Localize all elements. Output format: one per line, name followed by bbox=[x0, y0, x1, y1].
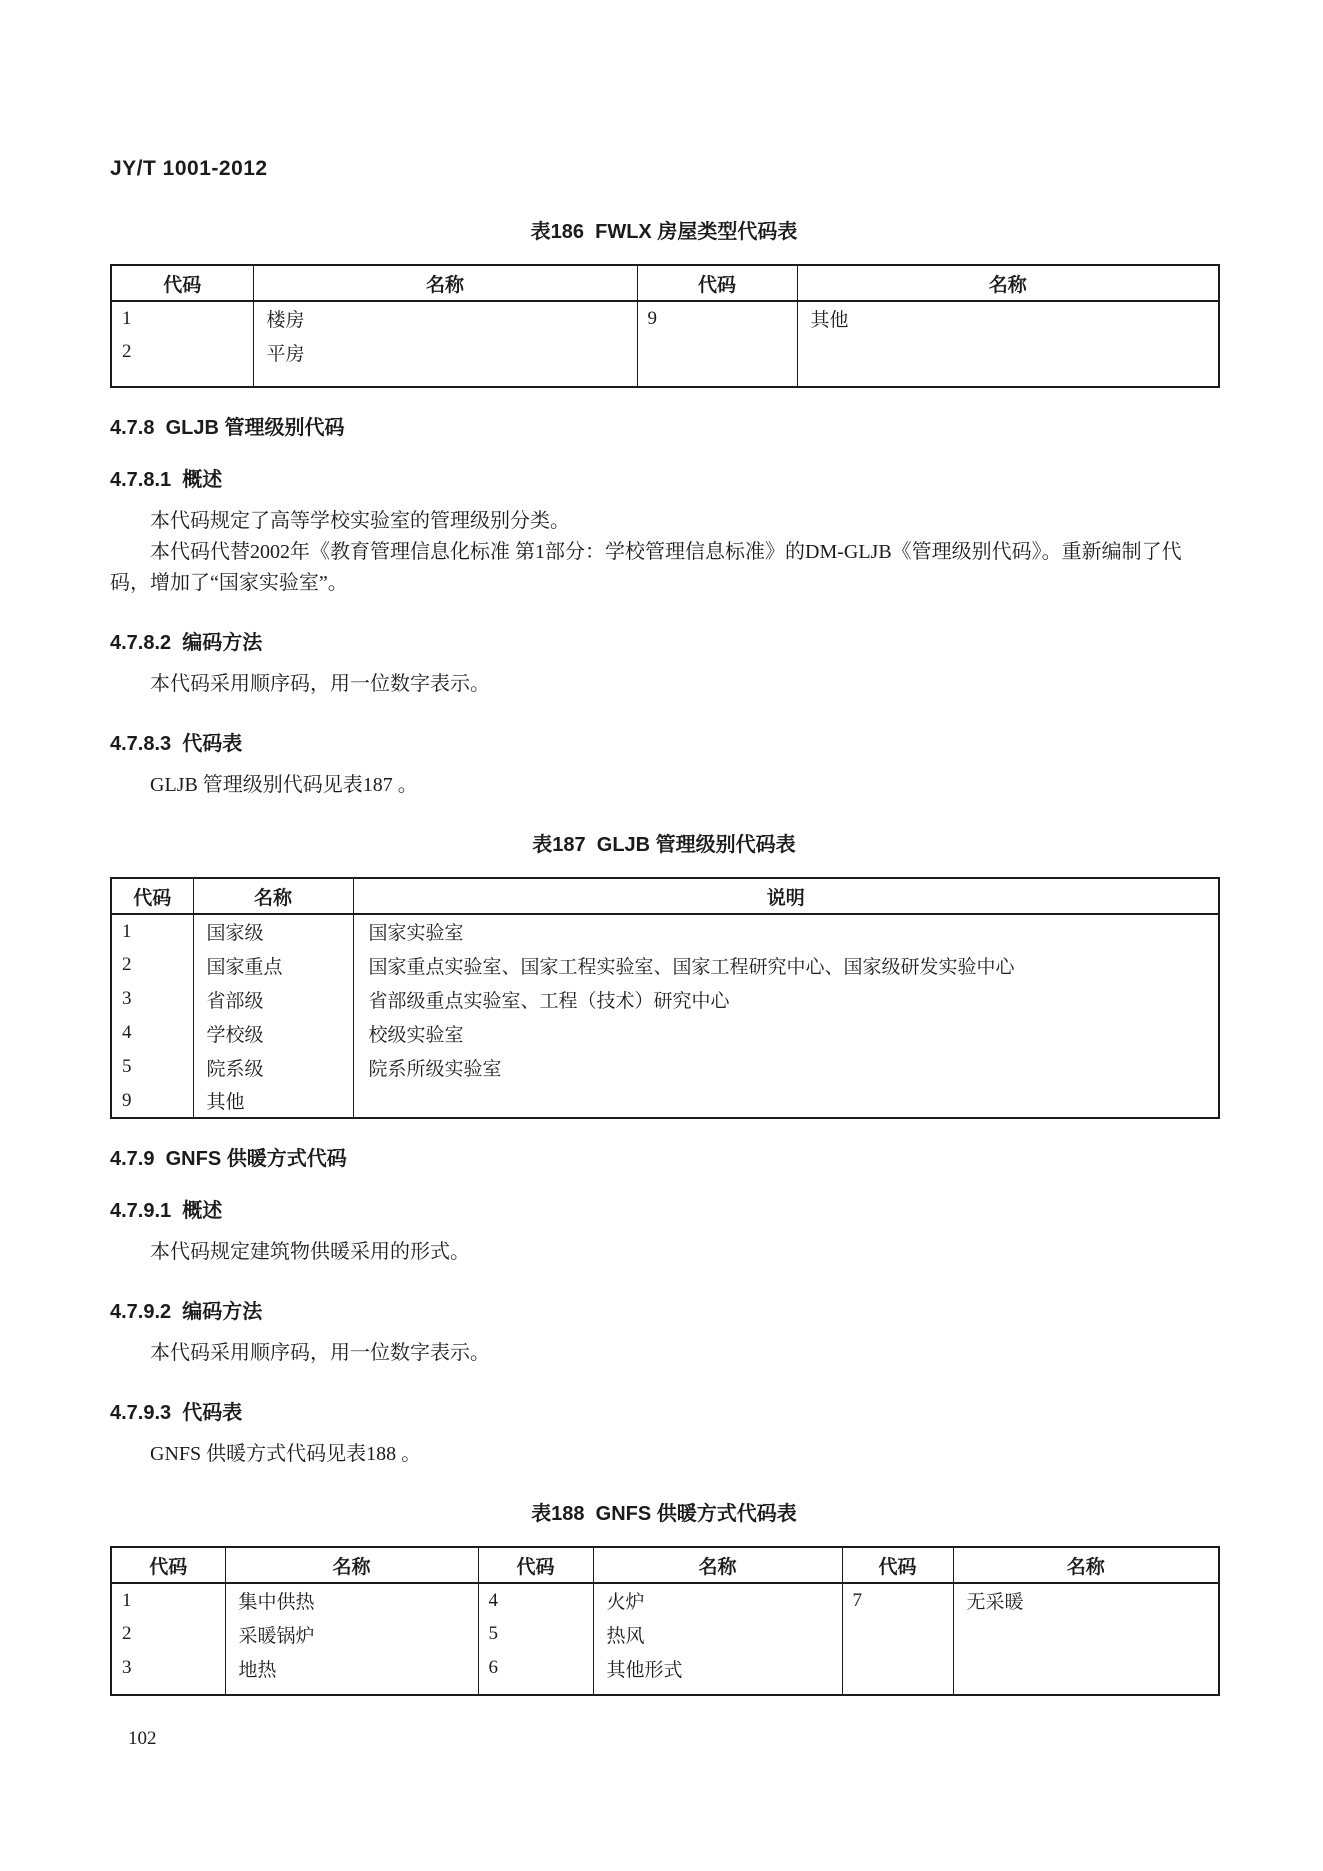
section-heading-4781: 4.7.8.1 概述 bbox=[110, 469, 223, 491]
name-cell bbox=[953, 1617, 1219, 1651]
code-cell: 2 bbox=[111, 948, 193, 982]
paragraph-block bbox=[110, 669, 1218, 700]
name-cell: 其他形式 bbox=[593, 1651, 842, 1685]
code-cell: 2 bbox=[111, 1617, 225, 1651]
section-heading-478: 4.7.8 GLJB 管理级别代码 bbox=[110, 417, 345, 439]
name-cell: 无采暖 bbox=[953, 1583, 1219, 1617]
section-heading-4793: 4.7.9.3 代码表 bbox=[110, 1402, 243, 1424]
code-cell: 3 bbox=[111, 1651, 225, 1685]
table-row bbox=[111, 1617, 1219, 1651]
doc-code-header: JY/T 1001-2012 bbox=[110, 157, 268, 180]
column-header: 名称 bbox=[953, 1547, 1219, 1583]
paragraph: 本代码采用顺序码，用一位数字表示。 bbox=[150, 673, 490, 695]
name-cell: 国家级 bbox=[193, 914, 353, 948]
name-cell: 地热 bbox=[225, 1651, 478, 1685]
column-header: 名称 bbox=[593, 1547, 842, 1583]
table-row bbox=[111, 1651, 1219, 1685]
desc-cell: 国家实验室 bbox=[353, 914, 1219, 948]
column-header: 代码 bbox=[842, 1547, 953, 1583]
column-header: 说明 bbox=[353, 878, 1219, 914]
column-header: 代码 bbox=[637, 265, 797, 301]
code-cell: 6 bbox=[478, 1651, 593, 1685]
name-cell: 其他 bbox=[193, 1084, 353, 1118]
name-cell: 平房 bbox=[253, 335, 637, 369]
table-row bbox=[111, 914, 1219, 948]
code-cell: 9 bbox=[637, 301, 797, 335]
table188-header-row bbox=[111, 1547, 1219, 1583]
name-cell: 其他 bbox=[797, 301, 1219, 335]
column-header: 代码 bbox=[111, 878, 193, 914]
code-cell: 4 bbox=[478, 1583, 593, 1617]
section-heading-4782: 4.7.8.2 编码方法 bbox=[110, 632, 263, 654]
name-cell: 采暖锅炉 bbox=[225, 1617, 478, 1651]
code-cell bbox=[842, 1651, 953, 1685]
section-heading-4791: 4.7.9.1 概述 bbox=[110, 1200, 223, 1222]
desc-cell: 院系所级实验室 bbox=[353, 1050, 1219, 1084]
table188 bbox=[110, 1546, 1220, 1696]
name-cell: 省部级 bbox=[193, 982, 353, 1016]
desc-cell: 国家重点实验室、国家工程实验室、国家工程研究中心、国家级研发实验中心 bbox=[353, 948, 1219, 982]
section-heading-4792: 4.7.9.2 编码方法 bbox=[110, 1301, 263, 1323]
code-cell: 7 bbox=[842, 1583, 953, 1617]
name-cell bbox=[797, 335, 1219, 369]
paragraph-block bbox=[110, 1439, 1218, 1470]
column-header: 名称 bbox=[253, 265, 637, 301]
code-cell bbox=[842, 1617, 953, 1651]
table187-header-row bbox=[111, 878, 1219, 914]
name-cell: 火炉 bbox=[593, 1583, 842, 1617]
column-header: 代码 bbox=[111, 1547, 225, 1583]
table-row bbox=[111, 1084, 1219, 1118]
table-row bbox=[111, 1583, 1219, 1617]
paragraph: 本代码规定了高等学校实验室的管理级别分类。 bbox=[150, 510, 570, 532]
code-cell: 4 bbox=[111, 1016, 193, 1050]
name-cell: 国家重点 bbox=[193, 948, 353, 982]
column-header: 名称 bbox=[193, 878, 353, 914]
paragraph-block bbox=[110, 1237, 1218, 1268]
table-row bbox=[111, 1016, 1219, 1050]
table-spacer-row bbox=[111, 369, 1219, 387]
table-spacer-row bbox=[111, 1685, 1219, 1695]
page-number: 102 bbox=[128, 1728, 157, 1749]
name-cell: 学校级 bbox=[193, 1016, 353, 1050]
code-cell: 1 bbox=[111, 1583, 225, 1617]
paragraph: GLJB 管理级别代码见表187 。 bbox=[150, 774, 418, 796]
table186-title: 表186 FWLX 房屋类型代码表 bbox=[530, 221, 798, 243]
desc-cell bbox=[353, 1084, 1219, 1118]
table-row bbox=[111, 982, 1219, 1016]
table188-title: 表188 GNFS 供暖方式代码表 bbox=[531, 1503, 797, 1525]
code-cell: 2 bbox=[111, 335, 253, 369]
table187-title: 表187 GLJB 管理级别代码表 bbox=[532, 834, 796, 856]
table186 bbox=[110, 264, 1220, 388]
column-header: 名称 bbox=[797, 265, 1219, 301]
code-cell: 1 bbox=[111, 301, 253, 335]
table-row bbox=[111, 301, 1219, 335]
paragraph: 本代码代替2002年《教育管理信息化标准 第1部分：学校管理信息标准》的DM-GLJB《管理级别代码》。重新编制了代码，增加了“国家实验室”。 bbox=[110, 541, 1182, 594]
section-heading-4783: 4.7.8.3 代码表 bbox=[110, 733, 243, 755]
desc-cell: 校级实验室 bbox=[353, 1016, 1219, 1050]
paragraph-block bbox=[110, 506, 1218, 599]
desc-cell: 省部级重点实验室、工程（技术）研究中心 bbox=[353, 982, 1219, 1016]
paragraph: 本代码规定建筑物供暖采用的形式。 bbox=[150, 1241, 470, 1263]
table-row bbox=[111, 1050, 1219, 1084]
paragraph: GNFS 供暖方式代码见表188 。 bbox=[150, 1443, 422, 1465]
table-row bbox=[111, 948, 1219, 982]
code-cell: 9 bbox=[111, 1084, 193, 1118]
table187 bbox=[110, 877, 1220, 1119]
column-header: 名称 bbox=[225, 1547, 478, 1583]
paragraph-block bbox=[110, 1338, 1218, 1369]
code-cell: 3 bbox=[111, 982, 193, 1016]
code-cell: 1 bbox=[111, 914, 193, 948]
name-cell: 楼房 bbox=[253, 301, 637, 335]
code-cell: 5 bbox=[478, 1617, 593, 1651]
code-cell: 5 bbox=[111, 1050, 193, 1084]
column-header: 代码 bbox=[111, 265, 253, 301]
name-cell: 热风 bbox=[593, 1617, 842, 1651]
name-cell: 院系级 bbox=[193, 1050, 353, 1084]
name-cell: 集中供热 bbox=[225, 1583, 478, 1617]
table-row bbox=[111, 335, 1219, 369]
paragraph-block bbox=[110, 770, 1218, 801]
section-heading-479: 4.7.9 GNFS 供暖方式代码 bbox=[110, 1148, 347, 1170]
column-header: 代码 bbox=[478, 1547, 593, 1583]
table186-header-row bbox=[111, 265, 1219, 301]
paragraph: 本代码采用顺序码，用一位数字表示。 bbox=[150, 1342, 490, 1364]
name-cell bbox=[953, 1651, 1219, 1685]
code-cell bbox=[637, 335, 797, 369]
